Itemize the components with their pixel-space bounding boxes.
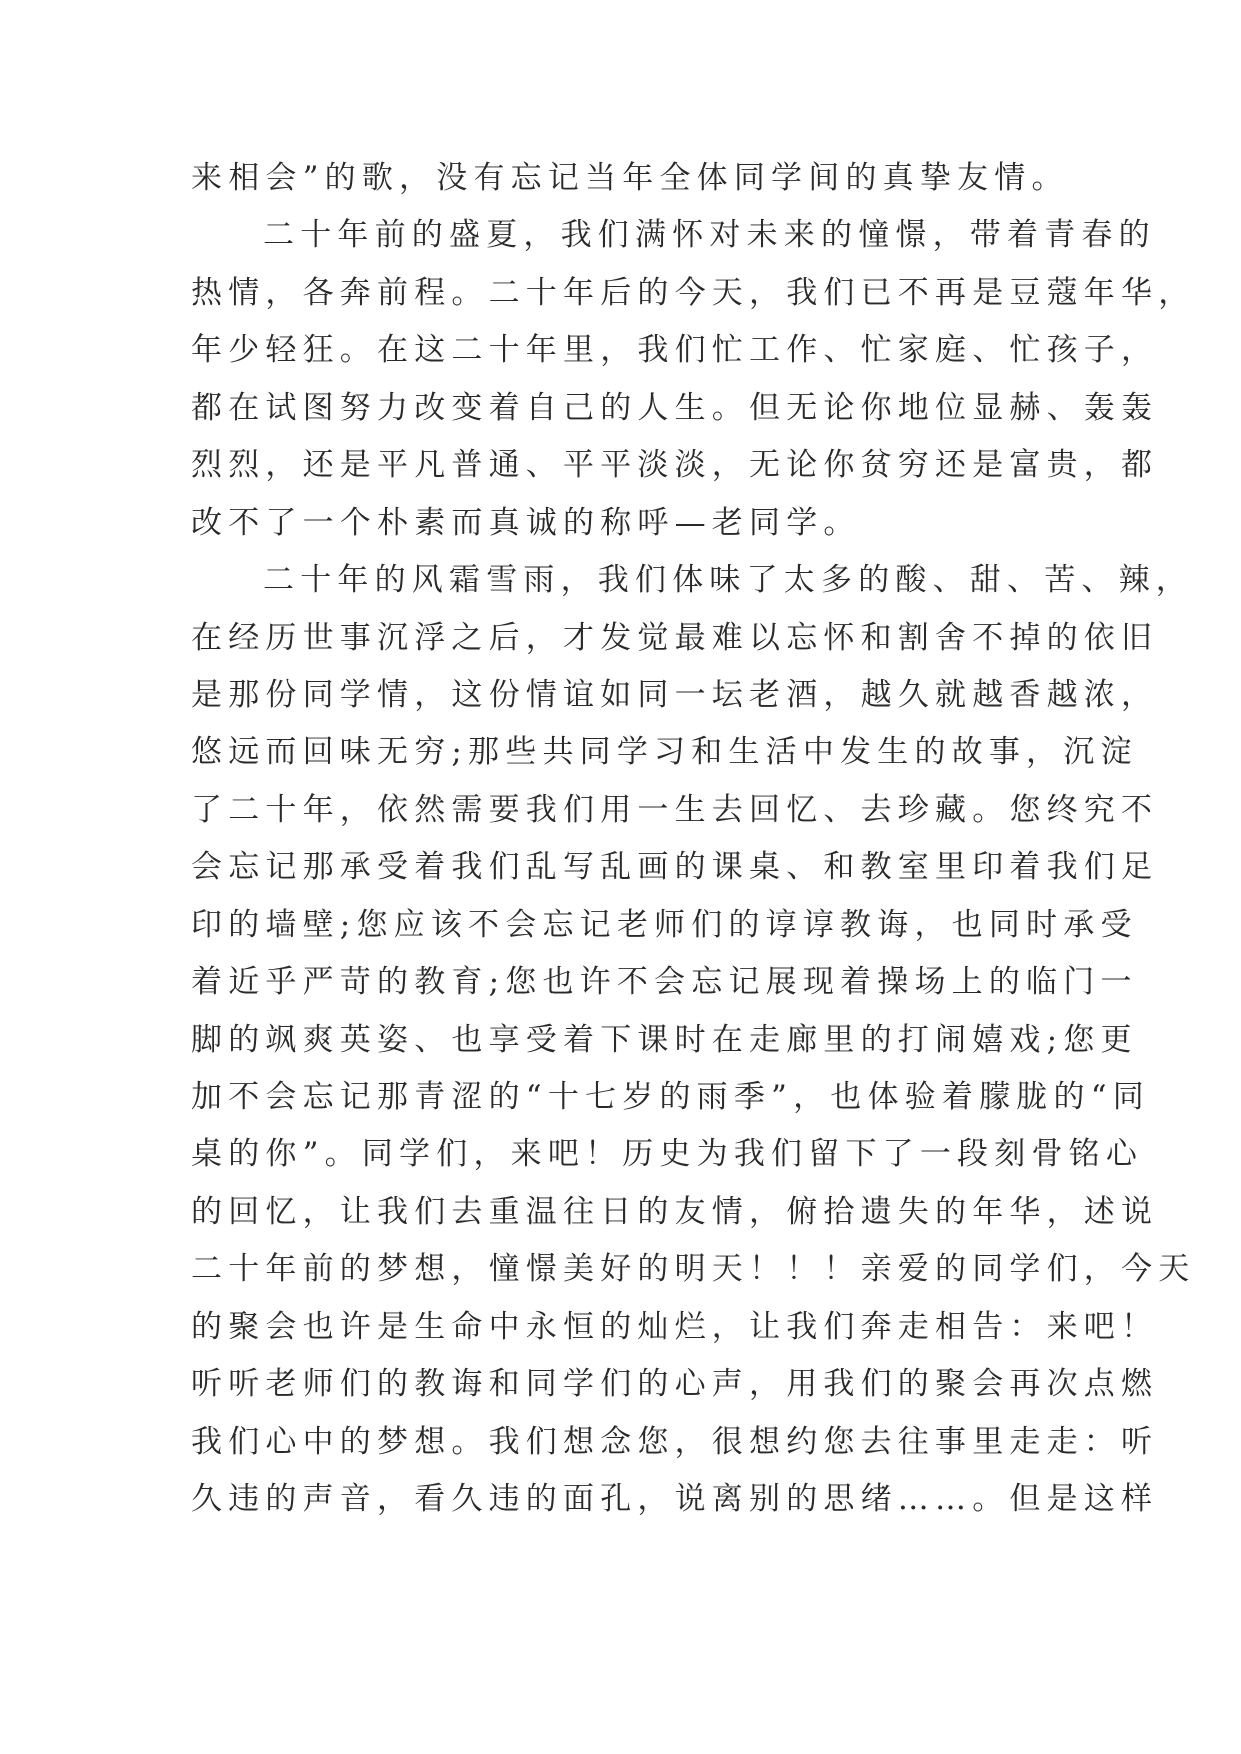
text-line: 我们心中的梦想。我们想念您，很想约您去往事里走走：听: [191, 1423, 1159, 1460]
text-line: 印的墙壁;您应该不会忘记老师们的谆谆教诲，也同时承受: [191, 906, 1138, 943]
text-line: 着近乎严苛的教育;您也许不会忘记展现着操场上的临门一: [191, 964, 1138, 1001]
text-line: 改不了一个朴素而真诚的称呼—老同学。: [191, 504, 861, 541]
text-line: 是那份同学情，这份情谊如同一坛老酒，越久就越香越浓，: [191, 676, 1159, 713]
text-line: 二十年前的梦想，憧憬美好的明天！！！亲爱的同学们，今天: [191, 1251, 1196, 1288]
text-line: 脚的飒爽英姿、也享受着下课时在走廊里的打闹嬉戏;您更: [191, 1021, 1138, 1058]
document-body: [191, 150, 1196, 1529]
text-line: 热情，各奔前程。二十年后的今天，我们已不再是豆蔻年华，: [191, 274, 1196, 311]
text-line: 二十年的风霜雪雨，我们体味了太多的酸、甜、苦、辣，: [263, 562, 1193, 599]
text-line: 都在试图努力改变着自己的人生。但无论你地位显赫、轰轰: [191, 389, 1159, 426]
text-line: 久违的声音，看久违的面孔，说离别的思绪……。但是这样: [191, 1481, 1159, 1518]
text-line: 加不会忘记那青涩的“十七岁的雨季”，也体验着朦胧的“同: [191, 1079, 1150, 1115]
text-line: 听听老师们的教诲和同学们的心声，用我们的聚会再次点燃: [191, 1366, 1159, 1403]
text-line: 的回忆，让我们去重温往日的友情，俯拾遗失的年华，述说: [191, 1193, 1159, 1230]
text-line: 来相会”的歌，没有忘记当年全体同学间的真挚友情。: [191, 160, 1069, 196]
text-line: 了二十年，依然需要我们用一生去回忆、去珍藏。您终究不: [191, 791, 1159, 828]
text-line: 的聚会也许是生命中永恒的灿烂，让我们奔走相告：来吧！: [191, 1308, 1159, 1345]
text-line: 烈烈，还是平凡普通、平平淡淡，无论你贫穷还是富贵，都: [191, 447, 1159, 484]
text-line: 桌的你”。同学们，来吧！历史为我们留下了一段刻骨铭心: [191, 1136, 1144, 1173]
text-line: 在经历世事沉浮之后，才发觉最难以忘怀和割舍不掉的依旧: [191, 619, 1159, 656]
text-line: 悠远而回味无穷;那些共同学习和生活中发生的故事，沉淀: [191, 734, 1138, 771]
text-line: 会忘记那承受着我们乱写乱画的课桌、和教室里印着我们足: [191, 849, 1159, 886]
text-line: 二十年前的盛夏，我们满怀对未来的憧憬，带着青春的: [263, 217, 1156, 254]
text-line: 年少轻狂。在这二十年里，我们忙工作、忙家庭、忙孩子，: [191, 332, 1159, 369]
